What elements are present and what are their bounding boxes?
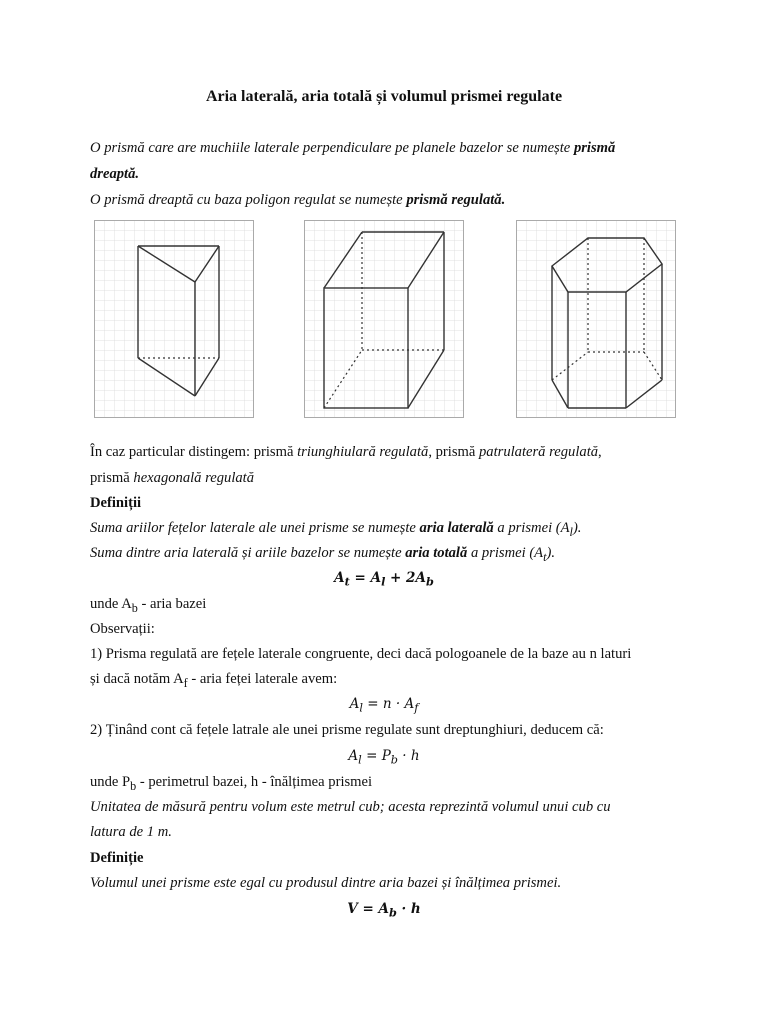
unde2-sub: b — [130, 778, 137, 793]
def1-text: Suma ariilor fețelor laterale ale unei prisme se numește — [90, 520, 416, 536]
particular-text: În caz particular distingem: prismă — [90, 444, 294, 460]
volume-unit-line-2: latura de 1 m. — [90, 824, 172, 840]
def2-text: Suma dintre aria laterală și ariile bazelor se numește — [90, 545, 402, 561]
def2-tail: a prismei (A — [470, 545, 544, 561]
def1-tail: a prismei (A — [497, 520, 570, 536]
observation-2: 2) Ținând cont că fețele latrale ale unei prisme regulate sunt dreptunghiuri, deducem că: — [90, 722, 604, 738]
observation-1: 1) Prisma regulată are fețele laterale congruente, deci dacă pologoanele de la baze au n laturi — [90, 646, 632, 662]
formula-volume: $V = A_b \cdot h$ — [347, 901, 421, 920]
page-title: Aria laterală, aria totală și volumul prismei regulate — [205, 88, 563, 105]
particular-comma: , — [598, 444, 602, 460]
particular-text-2: , prismă — [428, 444, 476, 460]
unde2-tail: - perimetrul bazei, h - înălțimea prismei — [136, 774, 373, 790]
intro-bold-term: prismă — [573, 140, 616, 156]
def1-sub: l — [569, 524, 573, 539]
def2-bold: aria totală — [405, 545, 468, 561]
obs1-tail: - aria feței laterale avem: — [187, 671, 338, 687]
definition-heading: Definiție — [90, 850, 144, 866]
def1-bold: aria laterală — [419, 520, 494, 536]
def2-end: ). — [546, 545, 555, 561]
particular-text-3: prismă — [90, 470, 130, 486]
triangular-prism-diagram — [94, 220, 254, 418]
unde1-sub: b — [131, 600, 138, 615]
particular-line-1 — [90, 443, 602, 461]
formula-lateral-area-perimeter: $A_l = P_b \cdot h$ — [348, 748, 420, 767]
definition-total-area — [90, 544, 555, 566]
intro-line-3 — [90, 191, 505, 209]
base-area-note — [90, 595, 206, 617]
unde1-text: unde A — [90, 596, 132, 612]
quadrilateral-prism-diagram — [304, 220, 464, 418]
perimeter-note — [90, 773, 372, 795]
intro-line-2: dreaptă. — [90, 166, 140, 182]
particular-italic-1: triunghiulară regulată — [297, 444, 429, 460]
def1-end: ). — [572, 520, 582, 536]
obs1-sub: f — [183, 675, 188, 690]
figure-quadrilateral-prism — [304, 220, 464, 418]
definitions-heading: Definiții — [90, 495, 142, 511]
volume-unit-line-1: Unitatea de măsură pentru volum este metrul cub; acesta reprezintă volumul unui cub cu — [90, 799, 611, 815]
figure-triangular-prism — [94, 220, 254, 418]
particular-italic-3: hexagonală regulată — [133, 470, 255, 486]
unde2-text: unde P — [90, 774, 131, 790]
observation-1-cont — [90, 670, 337, 692]
formula-lateral-area-faces: $A_l = n \cdot A_f$ — [349, 696, 419, 715]
unde1-tail: - aria bazei — [137, 596, 207, 612]
def2-sub: t — [543, 549, 547, 564]
intro-text: O prismă care are muchiile laterale perpendiculare pe planele bazelor se numește — [90, 140, 571, 156]
intro-bold-term-2: prismă regulată. — [406, 192, 506, 208]
intro-text-2: O prismă dreaptă cu baza poligon regulat se numește — [90, 192, 403, 208]
particular-italic-2: patrulateră regulată — [479, 444, 599, 460]
observations-heading: Observații: — [90, 621, 155, 637]
obs1-text: și dacă notăm A — [90, 671, 184, 687]
particular-line-2 — [90, 469, 254, 487]
definition-lateral-area — [90, 519, 581, 541]
intro-line-1 — [90, 139, 615, 157]
hexagonal-prism-diagram — [516, 220, 676, 418]
formula-total-area: $A_t = A_l + 2A_b$ — [334, 570, 434, 589]
definition-volume: Volumul unei prisme este egal cu produsul dintre aria bazei și înălțimea prismei. — [90, 875, 562, 891]
figure-hexagonal-prism — [516, 220, 676, 418]
